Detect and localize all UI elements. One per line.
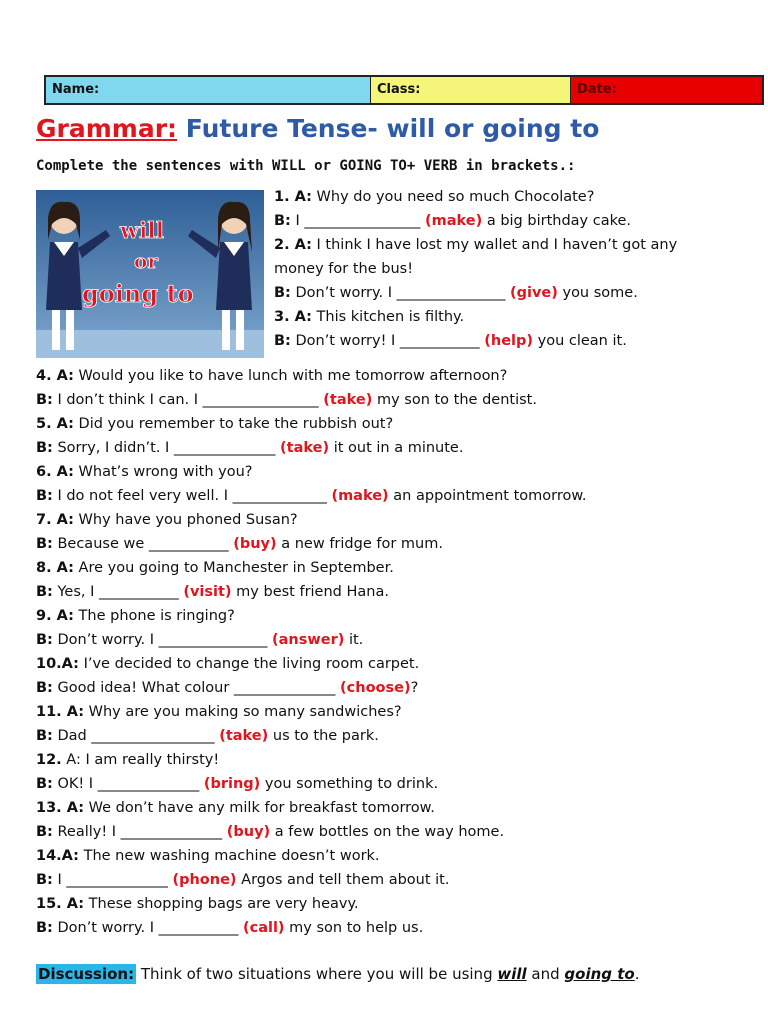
line-text[interactable]: I ______________ [52, 872, 173, 888]
line-text: Argos and tell them about it. [236, 872, 450, 888]
speaker-label: 1. A: [274, 189, 312, 205]
speaker-label: 7. A: [36, 512, 74, 528]
exercise-line [36, 532, 587, 556]
speaker-label: B: [36, 776, 53, 792]
exercise-line [274, 281, 677, 305]
verb-hint: (make) [331, 488, 389, 504]
verb-hint: (visit) [183, 584, 232, 600]
speaker-label: 9. A: [36, 608, 74, 624]
exercise-line [274, 257, 677, 281]
discussion-text: Think of two situations where you will be using [136, 965, 498, 983]
speaker-label: B: [274, 213, 291, 229]
verb-hint: (call) [242, 920, 285, 936]
discussion-and: and [526, 965, 565, 983]
will-or-going-to-illustration [36, 190, 264, 358]
speaker-label: B: [36, 584, 53, 600]
exercise-line [274, 185, 677, 209]
line-text[interactable]: These shopping bags are very heavy. [84, 896, 359, 912]
verb-hint: (help) [484, 333, 534, 349]
instructions: Complete the sentences with WILL or GOING TO+ VERB in brackets.: [36, 158, 576, 174]
line-text: us to the park. [268, 728, 379, 744]
line-text[interactable]: What’s wrong with you? [73, 464, 253, 480]
line-text[interactable]: I do not feel very well. I _____________ [52, 488, 332, 504]
exercise-line [274, 329, 677, 353]
verb-hint: (buy) [226, 824, 271, 840]
speaker-label: B: [36, 536, 53, 552]
verb-hint: (buy) [233, 536, 277, 552]
line-text[interactable]: Did you remember to take the rubbish out? [73, 416, 394, 432]
exercise-line [36, 724, 587, 748]
line-text[interactable]: Really! I ______________ [52, 824, 227, 840]
speaker-label: 12. [36, 752, 62, 768]
line-text[interactable]: A: I am really thirsty! [61, 752, 220, 768]
speaker-label: B: [36, 920, 53, 936]
exercise-line [274, 233, 677, 257]
discussion-will: will [497, 965, 527, 983]
line-text[interactable]: I don’t think I can. I ________________ [52, 392, 324, 408]
exercise-line [36, 436, 587, 460]
verb-hint: (make) [424, 213, 483, 229]
line-text: you something to drink. [260, 776, 439, 792]
line-text[interactable]: Are you going to Manchester in September. [73, 560, 394, 576]
exercise-line [36, 844, 587, 868]
line-text[interactable]: I think I have lost my wallet and I haven’t got any [311, 237, 678, 253]
line-text[interactable]: Don’t worry. I _______________ [52, 632, 272, 648]
exercise-line [36, 580, 587, 604]
speaker-label: B: [36, 872, 53, 888]
page-title [36, 114, 599, 143]
line-text[interactable]: OK! I ______________ [52, 776, 204, 792]
exercise-line [36, 556, 587, 580]
speaker-label: 11. A: [36, 704, 85, 720]
illustration-or-text: or [134, 249, 158, 273]
line-text: my son to help us. [284, 920, 424, 936]
exercise-line [36, 916, 587, 940]
speaker-label: B: [36, 824, 53, 840]
speaker-label: 4. A: [36, 368, 74, 384]
exercise-line [36, 364, 587, 388]
exercise-line [274, 209, 677, 233]
exercise-line [36, 820, 587, 844]
line-text[interactable]: Would you like to have lunch with me tomorrow afternoon? [73, 368, 508, 384]
illustration-going-to-text: going to [82, 279, 194, 308]
speaker-label: B: [36, 728, 53, 744]
exercise-line [36, 412, 587, 436]
questions-top [274, 185, 677, 353]
line-text[interactable]: Why have you phoned Susan? [73, 512, 298, 528]
exercise-line [36, 796, 587, 820]
verb-hint: (answer) [271, 632, 345, 648]
class-field[interactable]: Class: [371, 77, 571, 103]
exercise-line [36, 748, 587, 772]
line-text: my son to the dentist. [372, 392, 537, 408]
line-text: ? [410, 680, 419, 696]
exercise-line [36, 628, 587, 652]
line-text: an appointment tomorrow. [388, 488, 587, 504]
line-text[interactable]: Dad _________________ [52, 728, 220, 744]
exercise-line [36, 508, 587, 532]
verb-hint: (take) [219, 728, 269, 744]
verb-hint: (phone) [172, 872, 237, 888]
speaker-label: B: [36, 488, 53, 504]
verb-hint: (choose) [340, 680, 411, 696]
title-topic: Future Tense- will or going to [185, 114, 600, 143]
line-text[interactable]: Don’t worry! I ___________ [290, 333, 485, 349]
line-text[interactable]: I ________________ [290, 213, 425, 229]
speaker-label: 14.A: [36, 848, 79, 864]
line-text: you clean it. [533, 333, 627, 349]
exercise-line [36, 700, 587, 724]
exercise-line [36, 484, 587, 508]
speaker-label: B: [36, 392, 53, 408]
discussion-label: Discussion: [38, 965, 135, 983]
line-text[interactable]: money for the bus! [274, 261, 414, 277]
title-grammar: Grammar: [36, 114, 178, 143]
speaker-label: B: [274, 333, 291, 349]
line-text[interactable]: The phone is ringing? [73, 608, 235, 624]
speaker-label: 10.A: [36, 656, 79, 672]
speaker-label: 6. A: [36, 464, 74, 480]
line-text[interactable]: The new washing machine doesn’t work. [78, 848, 380, 864]
exercise-line [36, 772, 587, 796]
line-text: it. [344, 632, 364, 648]
speaker-label: 15. A: [36, 896, 85, 912]
speaker-label: B: [36, 440, 53, 456]
speaker-label: 2. A: [274, 237, 312, 253]
speaker-label: 13. A: [36, 800, 85, 816]
line-text[interactable]: Why are you making so many sandwiches? [84, 704, 402, 720]
speaker-label: 3. A: [274, 309, 312, 325]
line-text: my best friend Hana. [231, 584, 389, 600]
line-text[interactable]: I’ve decided to change the living room carpet. [78, 656, 420, 672]
verb-hint: (give) [509, 285, 558, 301]
discussion-going-to: going to [564, 965, 635, 983]
verb-hint: (bring) [203, 776, 261, 792]
line-text[interactable]: Why do you need so much Chocolate? [311, 189, 595, 205]
illustration-will-text: will [120, 218, 165, 244]
exercise-line [274, 305, 677, 329]
line-text[interactable]: Yes, I ___________ [52, 584, 184, 600]
line-text[interactable]: This kitchen is filthy. [311, 309, 465, 325]
exercise-line [36, 892, 587, 916]
line-text[interactable]: Sorry, I didn’t. I ______________ [52, 440, 281, 456]
line-text[interactable]: Because we ___________ [52, 536, 234, 552]
line-text: a new fridge for mum. [276, 536, 443, 552]
speaker-label: B: [36, 680, 53, 696]
discussion-prompt [36, 965, 640, 983]
speaker-label: B: [36, 632, 53, 648]
verb-hint: (take) [280, 440, 330, 456]
line-text[interactable]: We don’t have any milk for breakfast tomorrow. [84, 800, 435, 816]
exercise-line [36, 676, 587, 700]
speaker-label: B: [274, 285, 291, 301]
line-text[interactable]: Good idea! What colour ______________ [52, 680, 341, 696]
line-text[interactable]: Don’t worry. I ___________ [52, 920, 243, 936]
speaker-label: 8. A: [36, 560, 74, 576]
verb-hint: (take) [323, 392, 373, 408]
questions-rest [36, 364, 587, 940]
exercise-line [36, 460, 587, 484]
exercise-line [36, 604, 587, 628]
student-info-bar [44, 75, 764, 105]
line-text[interactable]: Don’t worry. I _______________ [290, 285, 510, 301]
line-text: it out in a minute. [329, 440, 464, 456]
line-text: you some. [557, 285, 638, 301]
speaker-label: 5. A: [36, 416, 74, 432]
exercise-line [36, 868, 587, 892]
line-text: a few bottles on the way home. [270, 824, 505, 840]
exercise-line [36, 652, 587, 676]
line-text: a big birthday cake. [482, 213, 631, 229]
name-field[interactable]: Name: [46, 77, 371, 103]
discussion-end: . [634, 965, 640, 983]
exercise-line [36, 388, 587, 412]
date-field[interactable]: Date: [571, 77, 762, 103]
